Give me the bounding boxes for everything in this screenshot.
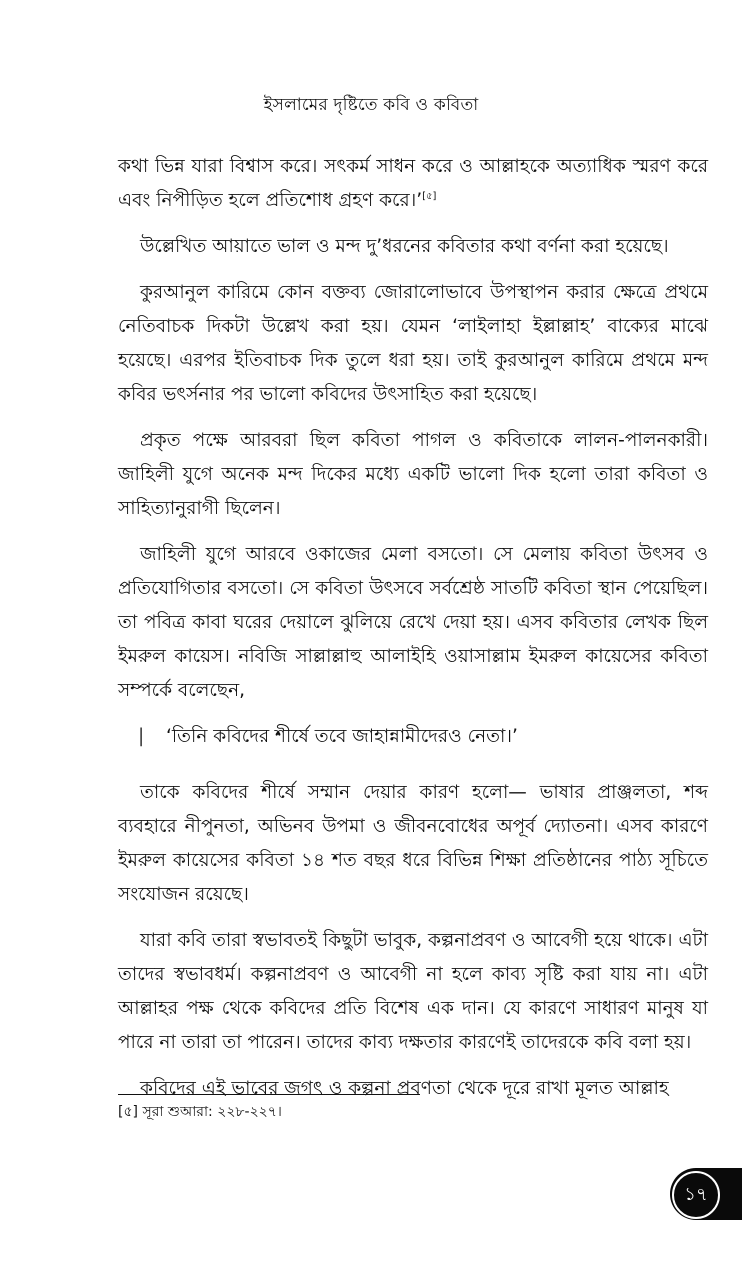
paragraph-8: কবিদের এই ভাবের জগৎ ও কল্পনা প্রবণতা থেকে দূরে রাখা মূলত আল্লাহ (140, 1078, 669, 1099)
paragraph-6: তাকে কবিদের শীর্ষে সম্মান দেয়ার কারণ হলো— ভাষার প্রাঞ্জলতা, শব্দ ব্যবহারে নীপুনতা, অভিনব উপমা ও জীবনবোধের অপূর্ব দ্যোতনা। এসব কারণে ইমরুল কায়েসের কবিতা ১৪ শত বছর ধরে বিভিন্ন শিক্ষা প্রতিষ্ঠানের পাঠ্য সূচিতে সংযোজন রয়েছে। (118, 782, 708, 905)
page-number: ১৭ (672, 1171, 720, 1219)
paragraph-5: জাহিলী যুগে আরবে ওকাজের মেলা বসতো। সে মেলায় কবিতা উৎসব ও প্রতিযোগিতার বসতো। সে কবিতা উৎসবে সর্বশ্রেষ্ঠ সাতটি কবিতা স্থান পেয়েছিল। তা পবিত্র কাবা ঘরের দেয়ালে ঝুলিয়ে রেখে দেয়া হয়। এসব কবিতার লেখক ছিল ইমরুল কায়েস। নবিজি সাল্লাল্লাহু আলাইহি ওয়াসাল্লাম ইমরুল কায়েসের কবিতা সম্পর্কে বলেছেন, (118, 544, 708, 701)
paragraph-2: উল্লেখিত আয়াতে ভাল ও মন্দ দু’ধরনের কবিতার কথা বর্ণনা করা হয়েছে। (140, 236, 669, 257)
main-text (118, 150, 708, 1118)
quote-bar: | (138, 726, 145, 747)
footnote-ref[interactable]: [৫] (422, 190, 437, 202)
hadith-quote (118, 720, 708, 754)
paragraph-1 (118, 150, 708, 218)
paragraph-7: যারা কবি তারা স্বভাবতই কিছুটা ভাবুক, কল্পনাপ্রবণ ও আবেগী হয়ে থাকে। এটা তাদের স্বভাবধর্ম। কল্পনাপ্রবণ ও আবেগী না হলে কাব্য সৃষ্টি করা যায় না। এটা আল্লাহর পক্ষ থেকে কবিদের প্রতি বিশেষ এক দান। যে কারণে সাধারণ মানুষ যা পারে না তারা তা পারেন। তাদের কাব্য দক্ষতার কারণেই তাদেরকে কবি বলা হয়। (118, 930, 708, 1053)
paragraph-3: কুরআনুল কারিমে কোন বক্তব্য জোরালোভাবে উপস্থাপন করার ক্ষেত্রে প্রথমে নেতিবাচক দিকটা উল্লেখ করা হয়। যেমন ‘লাইলাহা ইল্লাল্লাহ’ বাক্যের মাঝে হয়েছে। এরপর ইতিবাচক দিক তুলে ধরা হয়। তাই কুরআনুল কারিমে প্রথমে মন্দ কবির ভৎর্সনার পর ভালো কবিদের উৎসাহিত করা হয়েছে। (118, 282, 708, 405)
quote-text: ‘তিনি কবিদের শীর্ষে তবে জাহান্নামীদেরও নেতা।’ (166, 726, 518, 747)
paragraph-4: প্রকৃত পক্ষে আরবরা ছিল কবিতা পাগল ও কবিতাকে লালন-পালনকারী। জাহিলী যুগে অনেক মন্দ দিকের মধ্যে একটি ভালো দিক হলো তারা কবিতা ও সাহিত্যানুরাগী ছিলেন। (118, 430, 708, 519)
paragraph-1-text: কথা ভিন্ন যারা বিশ্বাস করে। সৎকর্ম সাধন করে ও আল্লাহকে অত্যাধিক স্মরণ করে এবং নিপীড়িত হলে প্রতিশোধ গ্রহণ করে।’ (118, 156, 708, 211)
running-header: ইসলামের দৃষ্টিতে কবি ও কবিতা (263, 95, 479, 115)
footnote: [৫] সূরা শুআরা: ২২৮-২২৭। (118, 1104, 282, 1120)
footnote-divider (118, 1094, 420, 1095)
